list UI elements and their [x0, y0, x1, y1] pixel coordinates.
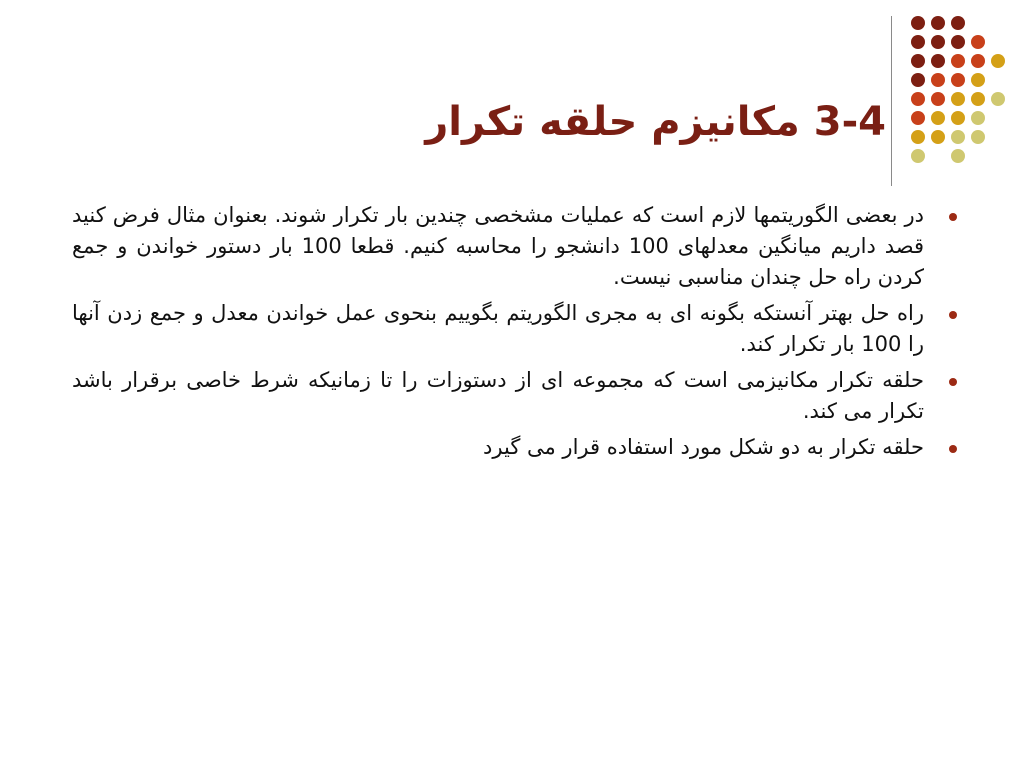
decorative-dot	[931, 111, 945, 125]
bullet-item	[72, 298, 960, 360]
decorative-dot	[951, 92, 965, 106]
bullet-list	[72, 200, 960, 468]
decorative-dot	[911, 73, 925, 87]
decorative-dot	[951, 54, 965, 68]
bullet-icon	[949, 213, 957, 221]
decorative-dot	[911, 16, 925, 30]
decorative-dot	[951, 149, 965, 163]
decorative-dot	[951, 111, 965, 125]
decorative-dot	[971, 35, 985, 49]
decorative-dot	[931, 73, 945, 87]
title-divider	[891, 16, 892, 186]
decorative-dot	[951, 35, 965, 49]
bullet-icon	[949, 445, 957, 453]
bullet-item	[72, 365, 960, 427]
decorative-dot	[911, 130, 925, 144]
bullet-text: حلقه تکرار به دو شکل مورد استفاده قرار می گیرد	[483, 435, 924, 459]
bullet-text: راه حل بهتر آنستکه بگونه ای به مجری الگوریتم بگوییم بنحوی عمل خواندن معدل و جمع زدن آنها را 100 بار تکرار کند.	[72, 301, 924, 356]
decorative-dot	[931, 92, 945, 106]
bullet-icon	[949, 378, 957, 386]
decorative-dot	[931, 54, 945, 68]
decorative-dot	[911, 92, 925, 106]
decorative-dot	[991, 92, 1005, 106]
decorative-dot	[931, 16, 945, 30]
decorative-dot	[911, 54, 925, 68]
decorative-dot	[971, 73, 985, 87]
decorative-dot	[951, 73, 965, 87]
bullet-item	[72, 432, 960, 463]
bullet-text: در بعضی الگوریتمها لازم است که عملیات مشخصی چندین بار تکرار شوند. بعنوان مثال فرض کنید قصد داریم میانگین معدلهای 100 دانشجو را محاسبه کنیم. قطعا 100 بار دستور خواندن و جمع کردن راه حل چندان مناسبی نیست.	[72, 203, 925, 289]
decorative-dot	[951, 16, 965, 30]
decorative-dot	[971, 92, 985, 106]
slide-title: 3-4 مکانیزم حلقه تکرار	[425, 99, 886, 145]
bullet-item	[72, 200, 960, 293]
decorative-dot	[991, 54, 1005, 68]
decorative-dot	[931, 130, 945, 144]
decorative-dot	[971, 130, 985, 144]
decorative-dot	[911, 149, 925, 163]
decorative-dot	[911, 111, 925, 125]
bullet-text: حلقه تکرار مکانیزمی است که مجموعه ای از دستوزات را تا زمانیکه شرط خاصی برقرار باشد تکرار می کند.	[72, 368, 924, 423]
decorative-dot	[971, 111, 985, 125]
decorative-dot	[931, 35, 945, 49]
bullet-icon	[949, 311, 957, 319]
decorative-dot	[951, 130, 965, 144]
decorative-dot	[911, 35, 925, 49]
decorative-dot	[971, 54, 985, 68]
